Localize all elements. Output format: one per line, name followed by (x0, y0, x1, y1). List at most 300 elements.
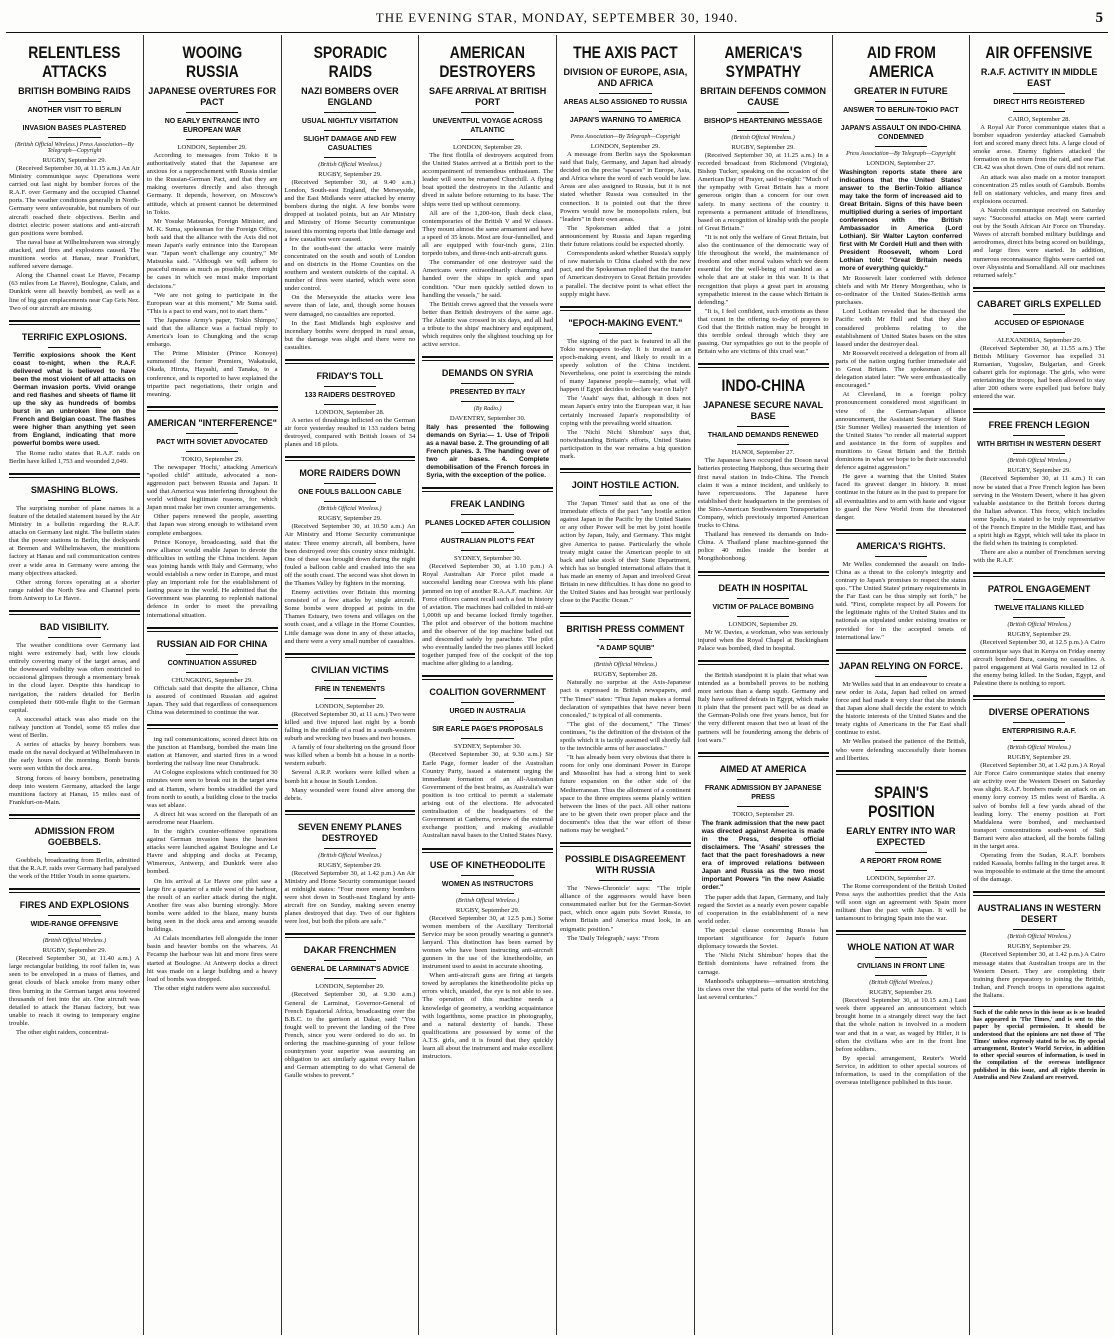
article-subheading: R.A.F. ACTIVITY IN MIDDLE EAST (980, 67, 1098, 88)
article (560, 842, 691, 943)
column-7 (833, 35, 971, 1335)
section-divider (836, 770, 967, 775)
heading-rule (737, 130, 789, 131)
article-subheading: JAPANESE SECURE NAVAL BASE (703, 400, 824, 422)
heading-rule (186, 672, 238, 673)
column-5 (557, 35, 695, 1335)
wire-credit: (British Official Wireless.) (731, 135, 795, 141)
article-headline: AMERICAN DESTROYERS (439, 43, 536, 81)
article (147, 627, 278, 717)
article-subheading: EARLY ENTRY INTO WAR EXPECTED (846, 825, 956, 847)
article (836, 770, 967, 923)
article-subheading: BISHOP'S HEARTENING MESSAGE (703, 118, 823, 125)
body-paragraph: Strong forces of heavy bombers, penetrating deep into western Germany, attacked the large munitions factory at Hanau, 15 miles east of Frankfurt-on-Main. (9, 774, 140, 806)
wire-credit: (British Official Wireless.) (318, 852, 382, 859)
column-6 (695, 35, 833, 1335)
article-subheading: AREAS ALSO ASSIGNED TO RUSSIA (563, 99, 688, 106)
article (9, 320, 140, 466)
article (9, 888, 140, 1037)
article (9, 814, 140, 881)
article-subheading: WIDE-RANGE OFFENSIVE (30, 921, 119, 929)
body-paragraph: Officials said that despite the alliance, China is assured of continued Russian aid against Japan. They said that regardless of consequences China was determined to continue the war. (146, 684, 278, 716)
dateline: SYDNEY, September 30. (453, 743, 522, 751)
article-subheading: GREATER IN FUTURE (853, 86, 948, 96)
body-paragraph: (Received September 30, at 10.15 a.m.) Last week there appeared an announcement which brought home in a strangely direct way the fact that the whole nation is involved in a modern war and that in a war, as waged by Hitler, it is often the civilians who are in the front line before soldiers. (835, 997, 967, 1053)
article-headline: WOOING RUSSIA (182, 43, 242, 81)
body-paragraph: The other eight raiders were also successful. (153, 984, 271, 992)
section-divider (560, 842, 691, 847)
article (698, 43, 829, 356)
body-paragraph: A series of attacks by heavy bombers was made on the naval dockyard at Wilhelmshaven in the early hours of the morning. Bomb bursts were seen within the dock area. (9, 741, 140, 773)
dateline: LONDON, September 27. (866, 874, 936, 882)
article-subheading: JAPAN'S ASSAULT ON INDO-CHINA CONDEMNED (840, 125, 961, 141)
heading-rule (1013, 617, 1066, 618)
article-subheading: GENERAL DE LARMINAT'S ADVICE (290, 966, 409, 974)
article (285, 653, 416, 803)
body-paragraph: A series of thrashings inflicted on the German air force yesterday resulted in 133 raiders being destroyed, compared with British losses of 34 planes and 18 pilots. (284, 416, 416, 449)
bold-paragraph: Washington reports state there are indications that the United States' answer to the Berlin-Tokio alliance may take the form of increased aid to Great Britain. Signs of this have been multiplied during a series of important conferences with the British Ambassador in America (Lord Lothian). Sir Walter Layton conferred first with Mr Cordell Hull and then with President Roosevelt, whom Lord Lothian told: "Great Britain needs more of everything quickly." (839, 169, 963, 272)
heading-rule (737, 426, 789, 427)
article-subheading: CABARET GIRLS EXPELLED (977, 298, 1102, 309)
article-subheading: DIRECT HITS REGISTERED (993, 99, 1085, 106)
heading-rule (599, 93, 651, 94)
body-paragraph: ing rail communications, scored direct hits on the junction at Hamburg, bombed the main line station at Hanover, and started fires in a wood bordering the railway line near Osnabruck. (146, 735, 278, 768)
section-divider (9, 610, 140, 615)
body-paragraph: The weather conditions over Germany last night were extremely bad, with low clouds entirely covering many of the target areas, and the downward visibility was often restricted to occasional glimpses through a momentary break in the cloud layer. Despite this handicap to navigation, the raiders detailed for Berlin completed their 600-mile flight to the German capital. (9, 642, 140, 714)
heading-rule (324, 404, 376, 405)
masthead (6, 6, 1108, 33)
article (836, 43, 967, 522)
body-paragraph: (Received September 30, at 12.5 p.m.) A Cairo communique says that in Kenya on Friday enemy aircraft bombed Bura, causing no casualties. A patrol engagement at Wal Garis resulted in 12 of the enemy being killed. In the Sudan, Egypt, and Palestine there is nothing to report. (973, 639, 1105, 687)
body-paragraph: (Received September 30, at 11 a.m.) Two were killed and five injured last night by a bomb falling in the middle of a road in a south-western suburb and wrecking two buses and two houses. (284, 710, 416, 743)
article-headline: SPAIN'S POSITION (867, 782, 935, 821)
section-divider (285, 933, 416, 938)
section-divider (285, 810, 416, 815)
article (422, 487, 553, 668)
article-subheading: FIRES AND EXPLOSIONS (19, 900, 129, 911)
body-paragraph: (Received September 30, at 1.42 p.m.) A Royal Air Force Cairo communique states that enemy air activity over the Western Desert on Saturday was slight. R.A.F. bombers made an attack on an enemy lorry convoy 15 miles west of Bardia. A salvo of bombs fell a few yards ahead of the leading lorry. The enemy position at Fort Maddalena were bombed, and mechanised transport concentrations south-west of Sidi Barrani were also attacked, all the bombs falling in the target area. (973, 762, 1105, 850)
article-subheading: COALITION GOVERNMENT (429, 687, 546, 698)
article-subheading: JAPAN RELYING ON FORCE. (838, 660, 963, 671)
heading-rule (461, 401, 513, 402)
wire-credit: (British Official Wireless.) (1007, 934, 1071, 941)
heading-rule (324, 483, 376, 484)
article (9, 43, 140, 313)
body-paragraph: When anti-aircraft guns are firing at targets towed by aeroplanes the kinetheodolite picks up errors which, unaided, the eye is not able to see. The operation of this machine needs a knowledge of geometry, a working acquaintance with logarithms, some practice in photography, and a natural dexterity of hands. These qualifications are possessed by some of the A.T.S. girls, and it is found that they quickly learn all about the instrument and make excellent instructors. (422, 972, 553, 1061)
body-paragraph: (Received September 30, at 11 a.m.) It can now be stated that a Free French legion has been serving in the Western Desert, where it has given valuable assistance to the British forces during the Italian advance. This force, which includes some Spahis, is stated to be truly representative of the French Empire in the Middle East, and has a spirit high as Egypt, which will take its place in the field when its training is completed. (973, 475, 1105, 548)
article-subheading: DIVISION OF EUROPE, ASIA, AND AFRICA (563, 67, 688, 88)
heading-rule (48, 137, 100, 138)
body-paragraph: Other papers renewed the people, asserting that Japan was strong enough to withstand even complete embargoes. (146, 513, 278, 537)
body-paragraph: Mr Roosevelt received a delegation of from all parts of the nation urging further immediate aid to Great Britain. The spokesman of the delegation stated later: "We were enthusiastically encouraged." (835, 349, 967, 390)
body-paragraph: Goebbels, broadcasting from Berlin, admitted that the R.A.F. raids over Germany had paralysed the work of the Hitler Youth in some quarters. (9, 856, 140, 881)
article-subheading: TERRIFIC EXPLOSIONS. (21, 331, 127, 342)
dateline: LONDON, September 27. (866, 160, 936, 167)
heading-rule (324, 501, 376, 502)
article-subheading: AMERICAN "INTERFERENCE" (147, 417, 277, 428)
article-headline: THE AXIS PACT (573, 43, 678, 62)
heading-rule (324, 157, 376, 158)
article-subheading: ENTERPRISING R.A.F. (1002, 728, 1077, 736)
article (973, 695, 1105, 884)
article (147, 406, 278, 620)
article (9, 610, 140, 807)
section-divider (147, 627, 278, 632)
article-subheading: 133 RAIDERS DESTROYED (304, 391, 396, 399)
heading-rule (599, 657, 651, 658)
body-paragraph: (Received September 30, at 11.25 a.m.) In a recorded broadcast from Richmond (Virginia), Bishop Tucker, speaking on the occasion of the American Day of Prayer, said to-night: "Much of the sympathy with Great Britain has a more generous origin than a concern for our own safety. In many sections of the country it represents a permanent attitude of friendliness, based on a recognition of kinship with the people of Great Britain." (697, 152, 829, 232)
section-divider (973, 572, 1105, 577)
article-headline: AMERICA'S SYMPATHY (724, 43, 802, 81)
wire-credit: (By Radio.) (473, 406, 502, 413)
wire-credit: Press Association—By Telegraph—Copyright (570, 134, 681, 140)
heading-rule (1013, 314, 1066, 315)
body-paragraph: On his arrival at Le Havre one pilot saw a large fire a quarter of a mile west of the harbour, the result of an earlier attack during the night. Another fire was also burning strongly. More bombs were added to the blaze, many bursts being seen in the dock area and among seaside buildings. (146, 877, 278, 934)
article (285, 933, 416, 1080)
heading-rule (737, 444, 789, 445)
heading-rule (324, 680, 376, 681)
section-divider (9, 473, 140, 478)
article (973, 572, 1105, 688)
body-paragraph: The 'Daily Telegraph,' says: "From (567, 934, 659, 942)
article-subheading: CIVILIAN VICTIMS (311, 664, 389, 675)
heading-rule (48, 119, 100, 120)
heading-rule (737, 598, 789, 599)
body-paragraph: (Received September 30, at 11.15 a.m.) An Air Ministry communique says: Operations were carried out last night by bomber forces of the R.A.F. over Germany and the occupied Channel ports. The weather conditions generally in North-Germany were unfavourable, but numbers of our aircraft reached their objectives. Berlin and district electric power stations and anti-aircraft gun positions were bombed. (9, 165, 140, 237)
body-paragraph: The paper adds that Japan, Germany, and Italy regard the Soviet as a nearly even power capable of cooperation in the establishment of a new world order. (697, 893, 829, 925)
article-headline: RELENTLESS ATTACKS (28, 43, 121, 81)
column-1 (6, 35, 144, 1335)
dateline: RUGBY, September 29. (318, 861, 382, 869)
article-subheading: ANSWER TO BERLIN-TOKIO PACT (843, 107, 959, 114)
section-divider (698, 363, 829, 368)
article (422, 675, 553, 840)
heading-rule (324, 386, 376, 387)
heading-rule (1013, 93, 1066, 94)
heading-rule (324, 698, 376, 699)
dateline: HANOI, September 27. (731, 449, 795, 457)
heading-rule (875, 556, 927, 557)
dateline: RUGBY, September 29. (42, 947, 107, 955)
section-divider (9, 814, 140, 819)
column-2 (144, 35, 282, 1335)
body-paragraph: By special arrangement, Reuter's World Service, in addition to other special sources of information, is used in the compilation of the overseas intelligence published in this issue. (835, 1054, 967, 1087)
section-divider (285, 359, 416, 364)
article (285, 359, 416, 449)
article-subheading: JAPANESE OVERTURES FOR PACT (148, 86, 277, 107)
article-subheading: SIR EARLE PAGE'S PROPOSALS (432, 726, 544, 734)
article (422, 848, 553, 1062)
heading-rule (875, 676, 927, 677)
body-paragraph: The Rome radio states that R.A.F. raids on Berlin have killed 1,753 and wounded 2,049. (9, 449, 140, 465)
body-paragraph: Several A.R.P. workers were killed when a bomb hit a house in South London. (284, 769, 416, 785)
article (698, 363, 829, 563)
body-paragraph: An attack was also made on a motor transport concentration 25 miles south of Gambub. Bombs fell on stationary vehicles, and many fires and explosions occurred. (973, 173, 1105, 205)
columns-container (6, 35, 1108, 1335)
article (973, 43, 1105, 280)
body-paragraph: The other eight raiders, concentrat- (16, 1029, 109, 1036)
section-divider (9, 320, 140, 325)
article-subheading: BRITISH BOMBING RAIDS (18, 86, 131, 96)
dateline: RUGBY, September 29. (318, 515, 382, 523)
heading-rule (875, 119, 927, 120)
article-subheading: MORE RAIDERS DOWN (299, 468, 401, 479)
article (422, 356, 553, 480)
heading-rule (599, 333, 651, 334)
body-paragraph: Mr Yosuke Matsuoka, Foreign Minister, and M. K. Suma, spokesman for the Foreign Office, both said that the alliance with the Axis did not mean Japan's early entrance into the European war. "Japan won't challenge any country," Mr Matsuoka said. "Although we will adhere to peaceful means as much as possible, there might be cases in which we must make important decisions." (146, 217, 278, 290)
body-paragraph: Mr Roosevelt later conferred with defence chiefs and with Mr Henry Morgenthau, who is co-ordinator of the United States-British arms purchases. (835, 275, 967, 307)
column-4 (419, 35, 557, 1335)
copyright-note: Such of the cable news in this issue as is so headed has appeared in 'The Times,' and is sent to this paper by special permission. It should be understood that the opinions are not those of 'The Times' unless expressly stated to be so. By special arrangement, Reuter's World Service, in addition to other special sources of information, is used in the compilation of the overseas intelligence published in this issue, and all rights therein in Australia and New Zealand are reserved. (973, 1006, 1105, 1082)
wire-credit: (British Official Wireless.) (869, 980, 933, 987)
article (147, 43, 278, 399)
heading-rule (186, 139, 238, 140)
body-paragraph: The Japanese Army's paper, 'Tokio Shimpo,' said that the alliance was a factual reply to America's loan to Chungking and the scrap embargo. (146, 316, 278, 349)
article-subheading: FREE FRENCH LEGION (988, 420, 1090, 431)
heading-rule (461, 875, 513, 876)
heading-rule (48, 852, 100, 853)
body-paragraph: (Received September 30, at 10.50 a.m.) An Air Ministry and Home Security communique states: Three enemy aircraft, all bombers, have been destroyed over this country since midnight. One of these was brought down during the night fouled a balloon cable and crashed into the sea off the south coast. The second was shot down in the Thames Valley by fighters in the morning. (284, 523, 416, 587)
body-paragraph: All are of the 1,200-ton, flush deck class, contemporaries of the British V and W classes. They mount almost the same armament and have a speed of 35 knots. Most are four-funnelled, and all are equipped with four-inch guns, 21in torpedo tubes, and three-inch anti-aircraft guns. (422, 209, 553, 258)
body-paragraph: There are also a number of Frenchmen serving with the R.A.F. (973, 549, 1105, 565)
body-paragraph: At Cleveland, in a foreign policy pronouncement considered most significant in view of the German-Japan alliance announcement, the Assistant Secretary of State (Sir Sumner Welles) reasserted the intention of the United States "to render all material support and assistance in the form of supplies and munitions to Great Britain and the British dominions in what we hope to be their successful defence against aggression." (835, 391, 967, 472)
article (560, 43, 691, 299)
article-subheading: AUSTRALIANS IN WESTERN DESERT (977, 903, 1101, 925)
heading-rule (461, 139, 513, 140)
wire-credit: (British Official Wireless.) (42, 938, 107, 945)
heading-rule (737, 779, 789, 780)
dateline: RUGBY, September 29. (1007, 631, 1071, 639)
dateline: RUGBY, September 29. (869, 989, 933, 997)
article (285, 43, 416, 352)
body-paragraph: According to messages from Tokio it is authoritatively stated that the Japanese are anxious for a rapprochement with Russia similar to the Russian-German Pact, and that they are making overtures directly and also through Germany. It depends, however, on Moscow's attitude, which at present cannot be determined in Tokio. (146, 152, 278, 216)
body-paragraph: the British standpoint it is plain that what was intended as a bombshell proves to be nothing more serious than a damp squib. Germany and Italy have suffered defeats in Egypt, which make it plain that the present pact will be as dead as the German-Polish one five years hence, but for the very different reason that two at least of the partners will be foundering among the debris of lost wars." (697, 671, 829, 744)
wire-credit: (British Official Wireless.) (1007, 745, 1071, 752)
dateline: TOKIO, September 29. (732, 810, 795, 818)
dateline: RUGBY, September 29. (1007, 467, 1071, 475)
article (836, 930, 967, 1087)
masthead-title: THE EVENING STAR, MONDAY, SEPTEMBER 30, 1940. (375, 10, 739, 25)
heading-rule (324, 960, 376, 961)
body-paragraph: (Received September 30, at 12.5 p.m.) Some women members of the Auxiliary Territorial Service may be soon proudly wearing a gunner's lanyard. This distinction has been earned by women who have been instructing anti-aircraft gunners in the use of the kinetheodolite, an instrument used to assist in accurate shooting. (422, 914, 553, 971)
article-subheading: USE OF KINETHEODOLITE (429, 859, 546, 870)
body-paragraph: Thailand has renewed its demands on Indo-China. A Thailand plane machine-gunned the police 40 miles inside the border at Mongthobonbong. (697, 531, 829, 563)
article-subheading: BAD VISIBILITY. (39, 622, 109, 632)
article-subheading: ACCUSED OF ESPIONAGE (994, 319, 1085, 327)
heading-rule (599, 639, 651, 640)
section-divider (836, 649, 967, 654)
article-subheading: PACT WITH SOVIET ADVOCATED (156, 438, 268, 446)
article (973, 287, 1105, 402)
section-divider (560, 306, 691, 311)
section-divider (422, 487, 553, 492)
bold-paragraph: The frank admission that the new pact was directed against America is made in the Press, despite official disclaimers. The 'Asahi' stresses the fact that the pact foreshadows a new era of improved relations between Japan and Russia as the two most important Powers "in the new Asiatic order." (701, 819, 825, 891)
heading-rule (875, 852, 927, 853)
article-subheading: BRITISH PRESS COMMENT (566, 624, 685, 635)
heading-rule (1013, 453, 1066, 454)
dateline: SYDNEY, September 30. (453, 555, 522, 563)
heading-rule (461, 550, 513, 551)
article (698, 660, 829, 745)
body-paragraph: The 'Asahi' says that, although it does not mean Japan's entry into the European war, it has certainly increased Japan's responsibility of coping with the prevailing world situation. (560, 395, 691, 427)
heading-rule (737, 112, 789, 113)
body-paragraph: A Nairobi communique received on Saturday says: "Successful attacks on Maji were carried out by the South African Air Force on Thursday. Waves of aircraft bombed military buildings and aerodromes, direct hits being scored on buildings, and large fires were started. In addition, numerous reconnaissance flights were carried out over Abyssinia and Somaliland. All our machines returned safely." (973, 206, 1105, 279)
section-divider (836, 529, 967, 534)
article-subheading: WITH BRITISH IN WESTERN DESERT (977, 441, 1102, 449)
body-paragraph: The 'Nichi Nichi Shimbun' says that, notwithstanding Britain's efforts, United States participation in the war remains a big question mark. (560, 428, 691, 460)
article-headline: INDO-CHINA (721, 376, 805, 396)
article-subheading: SLIGHT DAMAGE AND FEW CASUALTIES (303, 136, 397, 152)
section-divider (698, 660, 829, 665)
section-divider (422, 675, 553, 680)
article (698, 571, 829, 653)
heading-rule (1013, 435, 1066, 436)
section-divider (285, 653, 416, 658)
article-subheading: INVASION BASES PLASTERED (22, 125, 127, 132)
wire-credit: (British Official Wireless.) (318, 162, 382, 168)
body-paragraph: "It is, I feel confident, such emotions as these that count in the offering to-day of prayers to God that the British nation may be brought in this terrible ordeal through which they are passing. Our sympathies go out to the people of Britain who are victims of this cruel war." (697, 307, 829, 356)
heading-rule (599, 880, 651, 881)
article (560, 612, 691, 835)
heading-rule (186, 112, 238, 113)
body-paragraph: The special clause concerning Russia has important significance for Japan's future diplomacy towards the Soviet. (697, 927, 829, 951)
article-subheading: FREAK LANDING (450, 499, 525, 510)
body-paragraph: The first flotilla of destroyers acquired from the United States arrived at a British port to the accompaniment of tremendous enthusiasm. The leader will soon be renamed Churchill. A flying boat spotted the destroyers in the Atlantic and dived in salute before returning to its base. The ships were tied up without ceremony. (422, 152, 553, 208)
article (9, 473, 140, 603)
heading-rule (875, 146, 927, 147)
section-divider (147, 724, 278, 729)
body-paragraph: A direct hit was scored on the flarepath of an aerodrome near Haarlem. (146, 810, 278, 826)
heading-rule (1013, 599, 1066, 600)
dateline: RUGBY, September 29. (1007, 943, 1071, 951)
section-divider (147, 406, 278, 411)
heading-rule (737, 806, 789, 807)
article-subheading: CONTINUATION ASSURED (167, 659, 257, 667)
heading-rule (599, 111, 651, 112)
article-subheading: AMERICA'S RIGHTS. (856, 540, 946, 551)
article-subheading: "EPOCH-MAKING EVENT." (568, 317, 683, 328)
article-subheading: FRIDAY'S TOLL (316, 370, 384, 381)
body-paragraph: At Calais incendiaries fell alongside the inner basin and heavier bombs on the wharves. At Fecamp the harbour was hit and more fires were started at Boulogne. At Antwerp docks a direct hit was made on a large building and a heavy load of bombs was dropped. (146, 935, 278, 983)
article-headline: AIR OFFENSIVE (985, 43, 1093, 62)
dateline: LONDON, September 29. (315, 702, 385, 710)
wire-credit: (British Official Wireless.) (318, 506, 382, 513)
dateline: RUGBY, September 29. (1007, 754, 1071, 762)
dateline: LONDON, September 29. (177, 144, 247, 151)
body-paragraph: (Received September 30, at 1.42 p.m.) An Air Ministry and Home Security communique issued at midnight states: "Four more enemy bombers were shot down in South-east England by anti-aircraft fire on Sunday, making seven enemy planes destroyed that day. Two of our fighters were lost, but both the pilots are safe." (284, 869, 416, 926)
body-paragraph: (Received September 30, at 9.30 a.m.) General de Larminat, Governor-General of French Equatorial Africa, broadcasting over the B.B.C. to the garrison at Dakar, said: "You fought well to prevent the landing of the Free French, since you were ordered to do so. In ordering the machine-gunning of your fellow countrymen your superior was assuming an obligation to act similarly against every Italian and German attempting to do what General de Gaulle wishes to prevent." (284, 991, 416, 1080)
article (973, 891, 1105, 1082)
body-paragraph: The Spokesman added that a joint announcement by Russia and Japan regarding their future relations could be expected shortly. (560, 224, 691, 249)
body-paragraph: In the East Midlands high explosive and incendiary bombs were dropped in rural areas, but the damage was slight and there were no casualties. (284, 319, 416, 351)
article (836, 649, 967, 763)
body-paragraph: The Prime Minister (Prince Konoye) summoned the former Premiers, Wakatsuki, Okada, Hirota, Hayashi, and Tanaka, to a conference, and is reported to have explained the tripartite pact negotiations, their origin and meaning. (146, 350, 278, 398)
section-divider (560, 612, 691, 617)
wire-credit: (British Official Wireless.) (1007, 458, 1071, 465)
dateline: LONDON, September 28. (315, 408, 385, 416)
body-paragraph: Lord Lothian revealed that he discussed the Pacific with Mr Hull and that they also considered problems relating to the establishment of United States bases on the sites leased under the destroyer deal. (835, 308, 967, 348)
article-subheading: DEATH IN HOSPITAL (718, 582, 808, 593)
article-subheading: "A DAMP SQUIB" (596, 645, 655, 653)
dateline: LONDON, September 29. (728, 620, 798, 628)
article-subheading: WHOLE NATION AT WAR (847, 942, 955, 953)
dateline: CAIRO, September 28. (1008, 116, 1071, 123)
heading-rule (324, 130, 376, 131)
heading-rule (875, 975, 927, 976)
heading-rule (186, 433, 238, 434)
heading-rule (461, 720, 513, 721)
body-paragraph: Naturally no surprise at the Axis-Japanese pact is expressed in British newspapers, and "The Times" states: "Thus Japan makes a formal declaration of sympathies that have never been concealed," is typical of all comments. (560, 679, 691, 719)
dateline: RUGBY, September 29. (455, 906, 520, 914)
body-paragraph: (Received September 30, at 9.30 a.m.) Sir Earle Page, former leader of the Australian Country Party, issued a statement urging the immediate formation of an all-Australian Government of the best brains, as Australia's war position is too critical to permit a stalemate arising out of the elections. He advocated centralisation of the headquarters of the Government at Canberra, review of the external exchange position, and making available Australian naval bases to the United States Navy. (422, 751, 553, 840)
body-paragraph: Correspondents asked whether Russia's supply of raw materials to China clashed with the new pact, and the Spokesman replied that the transfer of American destroyers to Great Britain provides a parallel. The decisive point is what effect the supply might have. (560, 250, 691, 298)
body-paragraph: The newspaper 'Hochi,' attacking America's "spoiled child" attitude, advocated a non-aggression pact between Russia and Japan. It said that America was interfering throughout the world without legitimate reasons, for which Japan must make her own counter arrangements. (146, 463, 278, 512)
section-divider (560, 468, 691, 473)
body-paragraph: "The gist of the document," 'The Times' continues, "is the definition of the division of the spoils which it is tacitly assumed will shortly fall to the invincible arms of her associates." (560, 720, 691, 753)
heading-rule (186, 451, 238, 452)
section-divider (422, 848, 553, 853)
heading-rule (737, 616, 789, 617)
heading-rule (1013, 722, 1066, 723)
article (973, 408, 1105, 565)
article-subheading: ADMISSION FROM GOEBBELS. (34, 825, 115, 847)
article-headline: SPORADIC RAIDS (313, 43, 387, 81)
article-subheading: PLANES LOCKED AFTER COLLISION (425, 520, 551, 528)
bold-paragraph: Italy has presented the following demands on Syria:— 1. Use of Tripoli as a naval base. 2. The grounding of all French planes. 3. The handing over of two air bases. 4. Complete demobilisation of the French forces in Syria, with the exception of the police. (426, 424, 549, 480)
heading-rule (1013, 929, 1066, 930)
heading-rule (324, 112, 376, 113)
article-subheading: URGED IN AUSTRALIA (449, 708, 526, 716)
article-subheading: UNEVENTFUL VOYAGE ACROSS ATLANTIC (432, 118, 543, 134)
dateline: RUGBY, September 29. (731, 144, 795, 151)
section-divider (973, 695, 1105, 700)
wire-credit: (British Official Wireless.) Press Association—By Telegraph—Copyright (14, 142, 134, 154)
wire-credit: (British Official Wireless.) (455, 897, 520, 904)
article-subheading: NAZI BOMBERS OVER ENGLAND (301, 86, 399, 107)
article (285, 456, 416, 645)
article-subheading: A REPORT FROM ROME (860, 857, 942, 865)
body-paragraph: In the south-east the attacks were mainly concentrated on the south and south of London and on districts in the Home Counties on the southern and western outskirts of the capital. A number of fires were started, which were soon under control. (284, 244, 416, 293)
wire-credit: (British Official Wireless.) (1007, 622, 1071, 629)
dateline: ALEXANDRIA, September 29. (996, 336, 1082, 344)
body-paragraph: Mr W. Davies, a workman, who was seriously injured when the Royal Chapel at Buckingham Palace was bombed, died in hospital. (697, 628, 829, 652)
dateline: RUGBY, September 29. (318, 171, 382, 178)
body-paragraph: (Received September 30, at 9.40 a.m.) London, South-east England, the Merseyside, and the East Midlands were attacked by enemy bombers during the night. A few bombs were dropped at isolated points, but an Air Ministry and Ministry of Home Security communique issued this morning reports that little damage and a few casualties were caused. (284, 179, 416, 243)
article-subheading: USUAL NIGHTLY VISITATION (301, 118, 398, 125)
heading-rule (48, 347, 100, 348)
heading-rule (48, 637, 100, 638)
body-paragraph: Along the Channel coast Le Havre, Fecamp (63 miles from Le Havre), Boulogne, Calais, and Dunkirk were all heavily bombed, as well as a line of big gun emplacements near Cap Gris Nez. Two of our aircraft are missing. (9, 272, 140, 312)
dateline: LONDON, September 29. (590, 143, 660, 150)
dateline: LONDON, September 29. (453, 144, 523, 151)
heading-rule (186, 654, 238, 655)
body-paragraph: "It has already been very obvious that there is room for only one dominant Power in Europe and Mussolini has had a strong hint to seek future expansion on the other side of the Mediterranean. Thus the allotment of a continent space to the three empires seems plainly written between the lines of the pact. All other nations are to be given their own proper place and the document's idea that the war effort of these nations may be weighed." (560, 754, 691, 834)
section-divider (973, 287, 1105, 292)
article-subheading: DAKAR FRENCHMEN (303, 945, 397, 956)
body-paragraph: Operating from the Sudan, R.A.F. bombers raided Kassala, bombs falling in the target area. It was impossible to estimate at the time the amount of the damage. (973, 852, 1105, 884)
section-divider (973, 891, 1105, 896)
heading-rule (461, 112, 513, 113)
heading-rule (461, 738, 513, 739)
heading-rule (461, 532, 513, 533)
article (285, 810, 416, 927)
heading-rule (1013, 111, 1066, 112)
section-divider (422, 356, 553, 361)
article-subheading: POSSIBLE DISAGREEMENT WITH RUSSIA (565, 854, 686, 876)
body-paragraph: A successful attack was also made on the railway junction at Tondel, some 65 miles due west of Berlin. (9, 715, 140, 740)
article-subheading: BRITAIN DEFENDS COMMON CAUSE (700, 86, 827, 107)
heading-rule (48, 500, 100, 501)
